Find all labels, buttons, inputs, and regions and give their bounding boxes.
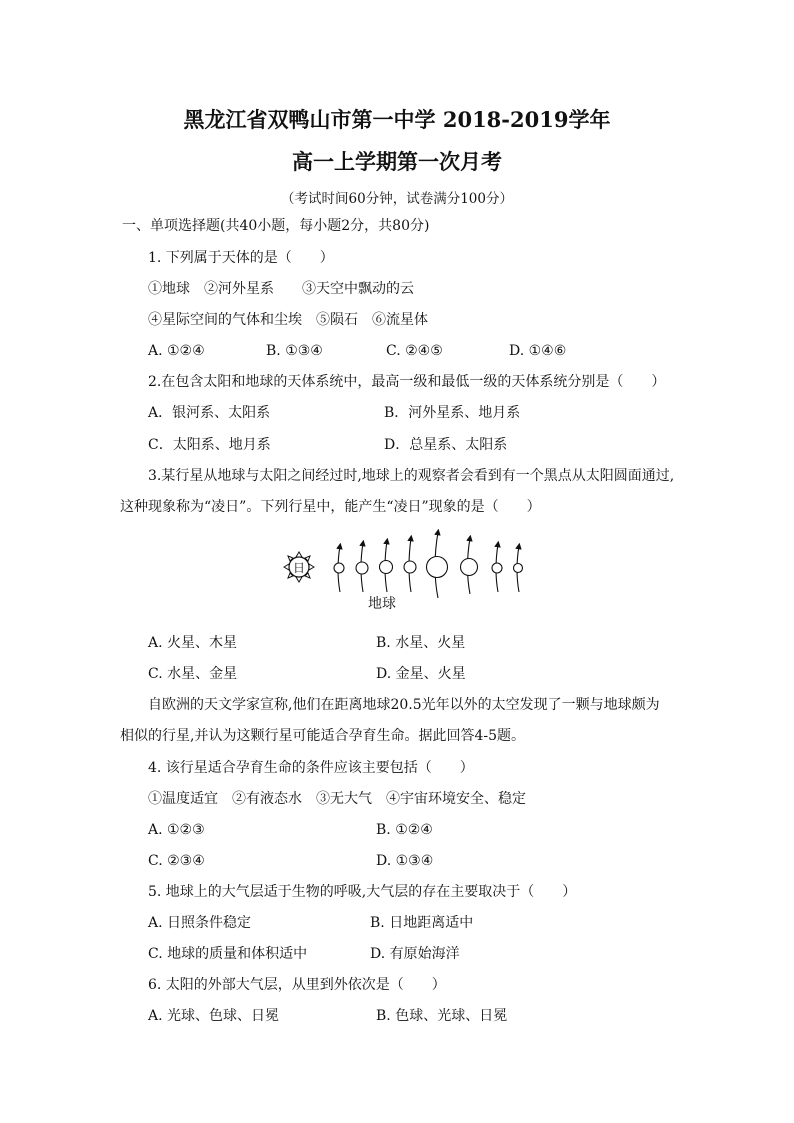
earth-label: 地球 (368, 596, 396, 612)
q6-stem: 6. 太阳的外部大气层，从里到外依次是（ ） (148, 977, 446, 993)
q2-option-a: A．银河系、太阳系 (148, 405, 271, 421)
q1-items-1: ①地球 ②河外星系 ③天空中飘动的云 (148, 281, 414, 297)
planet-jupiter (427, 557, 448, 578)
planet-neptune (514, 564, 523, 573)
q1-option-d: D. ①④⑥ (509, 343, 567, 359)
q4-items: ①温度适宜 ②有液态水 ③无大气 ④宇宙环境安全、稳定 (148, 791, 526, 807)
q4-stem: 4. 该行星适合孕育生命的条件应该主要包括（ ） (148, 760, 474, 776)
exam-title: 黑龙江省双鸭山市第一中学 2018-2019学年 (183, 107, 611, 132)
q4-option-a: A. ①②③ (148, 822, 205, 838)
q5-option-c: C. 地球的质量和体积适中 (148, 946, 308, 962)
q2-option-b: B．河外星系、地月系 (384, 405, 521, 421)
q6-option-b: B. 色球、光球、日冕 (376, 1008, 508, 1024)
q1-option-b: B. ①③④ (266, 343, 323, 359)
transit-diagram (270, 526, 540, 616)
planet-mars (404, 561, 416, 573)
q5-option-a: A. 日照条件稳定 (148, 915, 252, 931)
q4-option-d: D. ①③④ (376, 853, 434, 869)
passage-line-1: 自欧洲的天文学家宣称,他们在距离地球20.5光年以外的太空发现了一颗与地球颇为 (148, 697, 660, 713)
q2-stem: 2.在包含太阳和地球的天体系统中，最高一级和最低一级的天体系统分别是（ ） (148, 374, 666, 390)
q2-option-c: C．太阳系、地月系 (148, 437, 271, 453)
planet-saturn (461, 559, 478, 576)
planet-uranus (492, 563, 502, 573)
q3-stem-1: 3.某行星从地球与太阳之间经过时,地球上的观察者会看到有一个黑点从太阳圆面通过, (148, 468, 675, 484)
q5-stem: 5. 地球上的大气层适于生物的呼吸,大气层的存在主要取决于（ ） (148, 884, 577, 900)
exam-note: （考试时间60分钟，试卷满分100分） (281, 191, 513, 207)
q4-option-c: C. ②③④ (148, 853, 205, 869)
q1-items-2: ④星际空间的气体和尘埃 ⑤陨石 ⑥流星体 (148, 312, 428, 328)
sun-icon (284, 552, 314, 582)
planet-venus (356, 562, 368, 574)
q5-option-d: D. 有原始海洋 (370, 946, 460, 962)
q3-option-c: C. 水星、金星 (148, 666, 238, 682)
planet-orbits (334, 532, 523, 598)
q2-option-d: D．总星系、太阳系 (384, 437, 508, 453)
planet-mercury (334, 563, 344, 573)
section-heading: 一、单项选择题(共40小题，每小题2分，共80分) (122, 218, 430, 234)
q1-stem: 1. 下列属于天体的是（ ） (148, 250, 334, 266)
exam-subtitle: 高一上学期第一次月考 (292, 149, 502, 174)
q3-option-a: A. 火星、木星 (148, 635, 238, 651)
q1-option-c: C. ②④⑤ (386, 343, 443, 359)
q1-option-a: A. ①②④ (148, 343, 205, 359)
passage-line-2: 相似的行星,并认为这颗行星可能适合孕育生命。据此回答4-5题。 (120, 728, 525, 744)
q5-option-b: B. 日地距离适中 (370, 915, 474, 931)
q4-option-b: B. ①②④ (376, 822, 433, 838)
sun-label: 日 (292, 561, 306, 575)
q3-option-d: D. 金星、火星 (376, 666, 466, 682)
planet-earth (380, 561, 393, 574)
q3-stem-2: 这种现象称为“凌日”。下列行星中，能产生“凌日”现象的是（ ） (120, 499, 541, 515)
q6-option-a: A. 光球、色球、日冕 (148, 1008, 280, 1024)
q3-option-b: B. 水星、火星 (376, 635, 466, 651)
